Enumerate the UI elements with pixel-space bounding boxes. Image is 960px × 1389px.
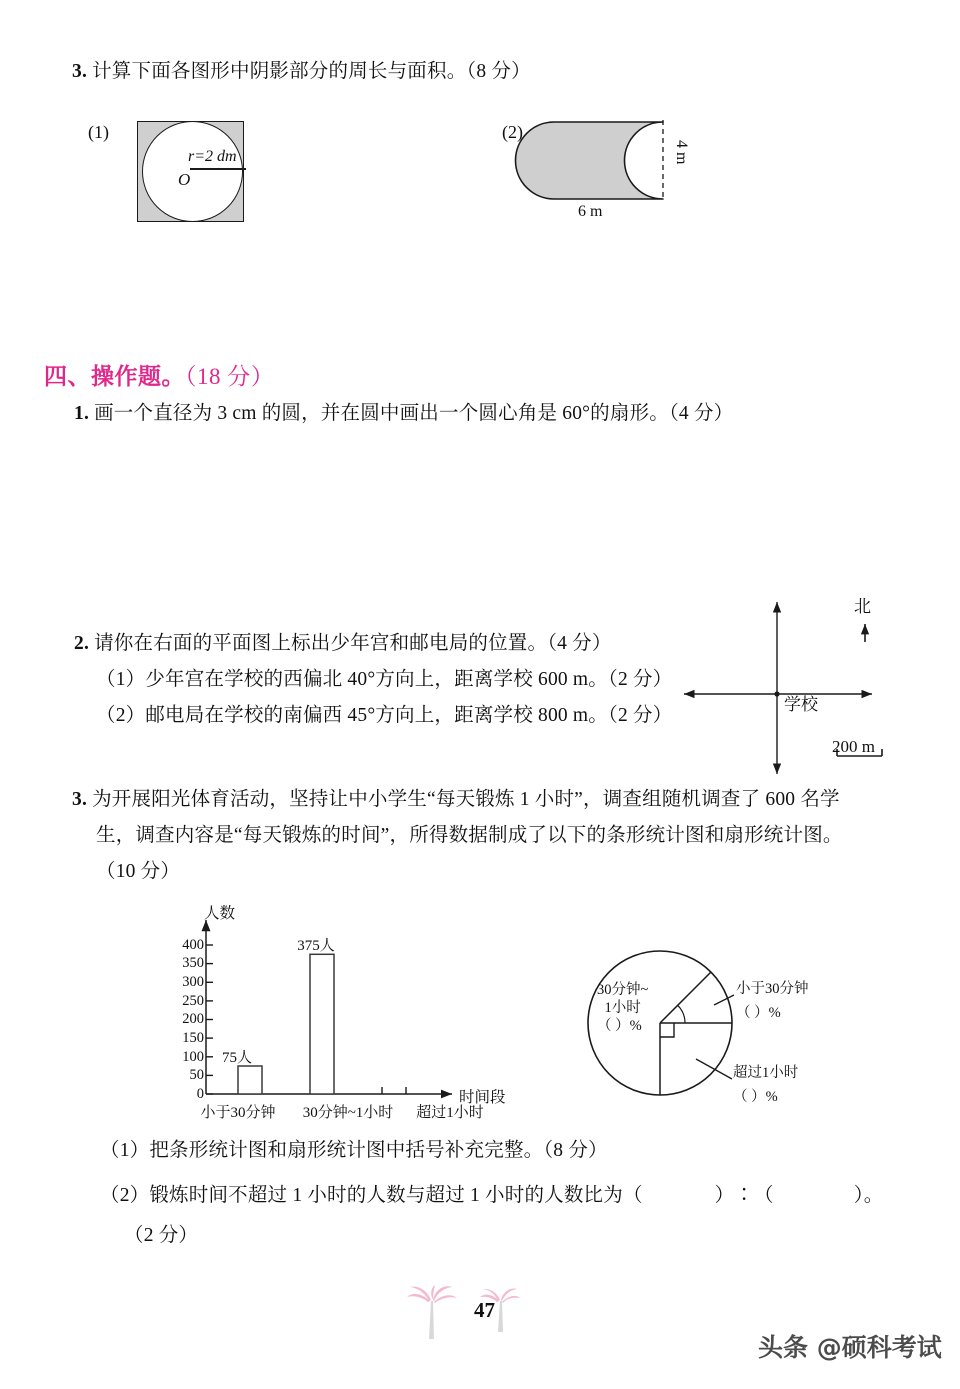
pie-slice-label-2 — [736, 980, 809, 1022]
watermark: 头条 @硕科考试 — [758, 1333, 942, 1362]
section-title: 四、操作题。 — [44, 364, 185, 389]
y-tick-150: 150 — [182, 1030, 204, 1046]
operation-1-text: 画一个直径为 3 cm 的圆，并在圆中画出一个圆心角是 60°的扇形。（4 分） — [94, 403, 734, 424]
operation-question-1 — [74, 404, 733, 424]
figure-1-label: (1) — [88, 122, 109, 142]
bar-chart-y-axis-title: 人数 — [204, 905, 236, 922]
operation-3-line-2: 生，调查内容是“每天锻炼的时间”，所得数据制成了以下的条形统计图和扇形统计图。 — [96, 825, 843, 846]
operation-3-sub-1: （1）把条形统计图和扇形统计图中括号补充完整。（8 分） — [100, 1140, 608, 1161]
bar-category-label-1: 小于30分钟 — [200, 1105, 276, 1121]
operation-3-line-1: 为开展阳光体育活动，坚持让中小学生“每天锻炼 1 小时”，调查组随机调查了 600 名学 — [92, 789, 840, 810]
school-label: 学校 — [784, 695, 818, 714]
operation-3-sub-2-part-a: （2）锻炼时间不超过 1 小时的人数与超过 1 小时的人数比为（ — [100, 1185, 643, 1206]
pie-slice-label-3 — [733, 1064, 798, 1106]
bar-category-label-2: 30分钟~1小时 — [302, 1105, 394, 1121]
bar-chart — [160, 898, 540, 1113]
y-tick-100: 100 — [182, 1049, 204, 1065]
plan-diagram — [676, 586, 920, 782]
pie-slice-3-line-1: 超过1小时 — [733, 1065, 799, 1081]
operation-2-sub-2: （2）邮电局在学校的南偏西 45°方向上，距离学校 800 m。（2 分） — [96, 705, 673, 726]
radius-label: r=2 dm — [188, 148, 237, 165]
pie-slice-1-line-1: 30分钟~ — [597, 982, 649, 998]
operation-3-sub-2-part-b: ）∶（ — [714, 1185, 774, 1206]
y-tick-50: 50 — [189, 1067, 204, 1083]
y-tick-200: 200 — [182, 1011, 204, 1027]
y-tick-0: 0 — [196, 1086, 204, 1102]
pie-slice-2-line-1: 小于30分钟 — [736, 981, 809, 997]
section-heading — [44, 358, 274, 391]
question-3-top — [72, 62, 531, 82]
north-label: 北 — [854, 597, 871, 616]
palm-decoration-left — [404, 1283, 460, 1341]
figure-2-shape — [508, 114, 688, 214]
palm-decoration-right — [478, 1286, 522, 1334]
question-3-number: 3. — [72, 61, 88, 82]
bar-value-label-2: 375人 — [297, 938, 335, 954]
page-number: 47 — [474, 1298, 495, 1322]
y-tick-400: 400 — [182, 937, 204, 953]
figure-2-width-label: 6 m — [578, 203, 603, 220]
radius-line — [190, 168, 246, 170]
center-point-label: O — [178, 170, 191, 189]
section-score: （18 分） — [185, 364, 275, 389]
operation-3-number: 3. — [72, 789, 88, 810]
pie-slice-3-value: （ ）% — [733, 1089, 778, 1106]
operation-2-number: 2. — [74, 633, 90, 654]
operation-question-2 — [74, 634, 612, 654]
operation-3-line-3: （10 分） — [96, 861, 181, 882]
bar-value-label-1: 75人 — [221, 1050, 252, 1066]
scale-bar-label: 200 m — [832, 737, 875, 756]
inscribed-circle — [142, 121, 243, 222]
operation-1-number: 1. — [74, 403, 90, 424]
question-3-text: 计算下面各图形中阴影部分的周长与面积。（8 分） — [92, 61, 531, 82]
operation-question-3 — [72, 790, 840, 810]
bar-category-label-3: 超过1小时 — [416, 1105, 484, 1121]
pie-slice-1-line-2: 1小时 — [604, 1000, 641, 1017]
figure-2-height-label: 4 m — [673, 140, 690, 165]
operation-3-sub-2 — [100, 1186, 883, 1206]
figure-2-label: (2) — [502, 122, 523, 142]
operation-3-sub-3: （2 分） — [124, 1225, 199, 1246]
pie-slice-1-value: （ ）% — [597, 1018, 642, 1035]
operation-3-sub-2-part-c: ）。 — [853, 1185, 884, 1206]
bar-chart-x-axis-title: 时间段 — [459, 1089, 506, 1106]
pie-slice-label-1 — [597, 981, 648, 1035]
y-tick-350: 350 — [182, 955, 204, 971]
y-tick-300: 300 — [182, 974, 204, 990]
y-tick-250: 250 — [182, 993, 204, 1009]
operation-2-text: 请你在右面的平面图上标出少年宫和邮电局的位置。（4 分） — [94, 633, 612, 654]
operation-2-sub-1: （1）少年宫在学校的西偏北 40°方向上，距离学校 600 m。（2 分） — [96, 669, 673, 690]
pie-slice-2-value: （ ）% — [736, 1005, 781, 1022]
